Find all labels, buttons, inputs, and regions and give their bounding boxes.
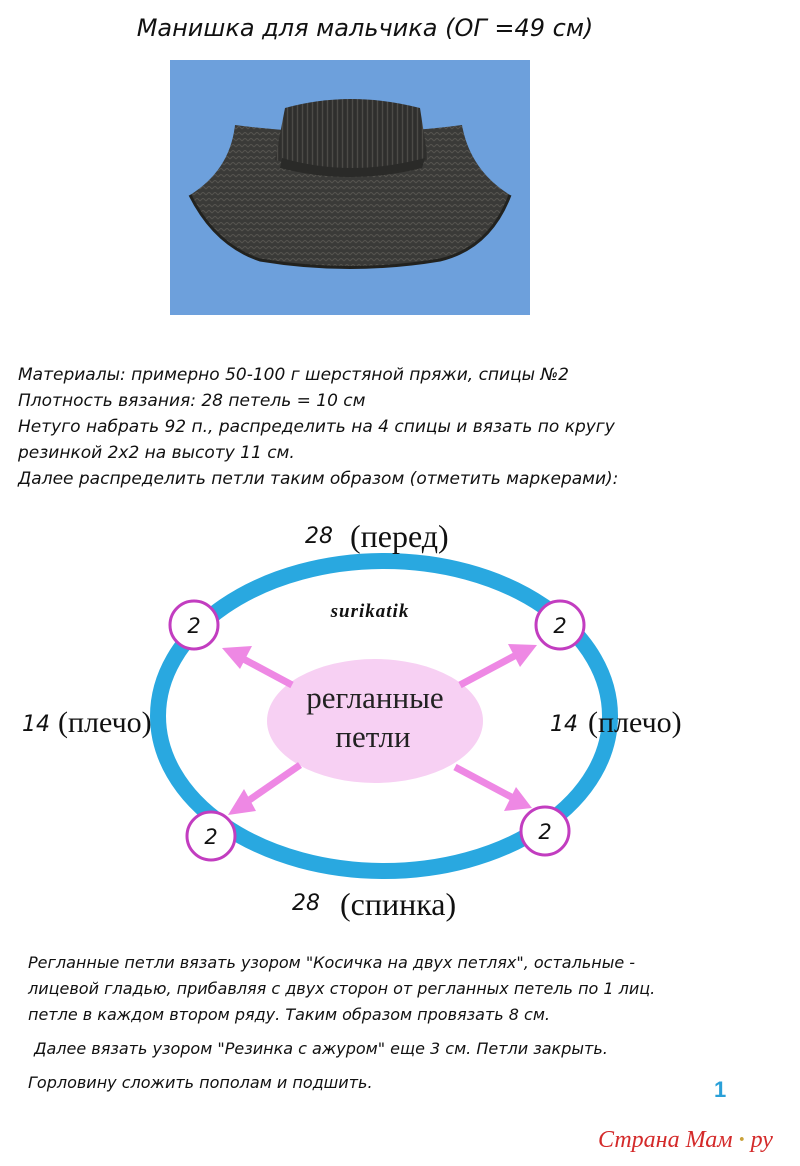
stitch-distribution-diagram xyxy=(0,505,800,935)
front-label: (перед) xyxy=(350,518,449,554)
cast-on-line: Нетуго набрать 92 п., распределить на 4 спицы и вязать по кругу xyxy=(18,417,615,437)
arrow-bottom-left xyxy=(228,765,300,815)
raglan-count-top-right: 2 xyxy=(553,614,567,638)
watermark-part1: Страна Мам xyxy=(598,1127,733,1153)
watermark-dot: · xyxy=(738,1127,745,1153)
knit-height-line: петле в каждом втором ряду. Таким образом провязать 8 см. xyxy=(28,1005,551,1024)
center-label-line2: петли xyxy=(335,719,411,754)
raglan-pattern-line: Регланные петли вязать узором "Косичка на двух петлях", остальные - xyxy=(28,953,636,972)
rib-height-line: резинкой 2х2 на высоту 11 см. xyxy=(18,443,295,463)
instructions-text xyxy=(28,950,768,1096)
raglan-count-bottom-right: 2 xyxy=(538,820,552,844)
materials-text xyxy=(18,362,788,492)
distribute-line: Далее распределить петли таким образом (отметить маркерами): xyxy=(18,469,619,489)
watermark-part2: ру xyxy=(750,1127,773,1153)
arrow-top-left xyxy=(222,646,292,685)
page-number: 1 xyxy=(714,1077,727,1102)
gauge-line: Плотность вязания: 28 петель = 10 см xyxy=(18,391,366,411)
shoulder-right-count: 14 xyxy=(550,712,578,737)
signature: surikatik xyxy=(330,601,410,622)
finish-line: Горловину сложить пополам и подшить. xyxy=(28,1073,373,1092)
back-label: (спинка) xyxy=(340,886,457,922)
raglan-count-bottom-left: 2 xyxy=(204,825,218,849)
shoulder-left-count: 14 xyxy=(22,712,50,737)
back-count: 28 xyxy=(292,891,320,916)
arrow-top-right xyxy=(460,644,537,685)
raglan-count-top-left: 2 xyxy=(187,614,201,638)
increase-line: лицевой гладью, прибавляя с двух сторон от регланных петель по 1 лиц. xyxy=(28,979,656,998)
shoulder-left-label: (плечо) xyxy=(58,706,152,739)
watermark xyxy=(598,1127,773,1154)
knitted-dickey-photo xyxy=(170,60,530,315)
center-label-line1: регланные xyxy=(306,680,444,715)
shoulder-right-label: (плечо) xyxy=(588,706,682,739)
page-title: Манишка для мальчика (ОГ =49 см) xyxy=(136,14,594,42)
materials-line: Материалы: примерно 50-100 г шерстяной пряжи, спицы №2 xyxy=(18,365,569,385)
edge-pattern-line: Далее вязать узором "Резинка с ажуром" еще 3 см. Петли закрыть. xyxy=(34,1039,608,1058)
front-count: 28 xyxy=(305,524,333,549)
arrow-bottom-right xyxy=(455,767,532,811)
